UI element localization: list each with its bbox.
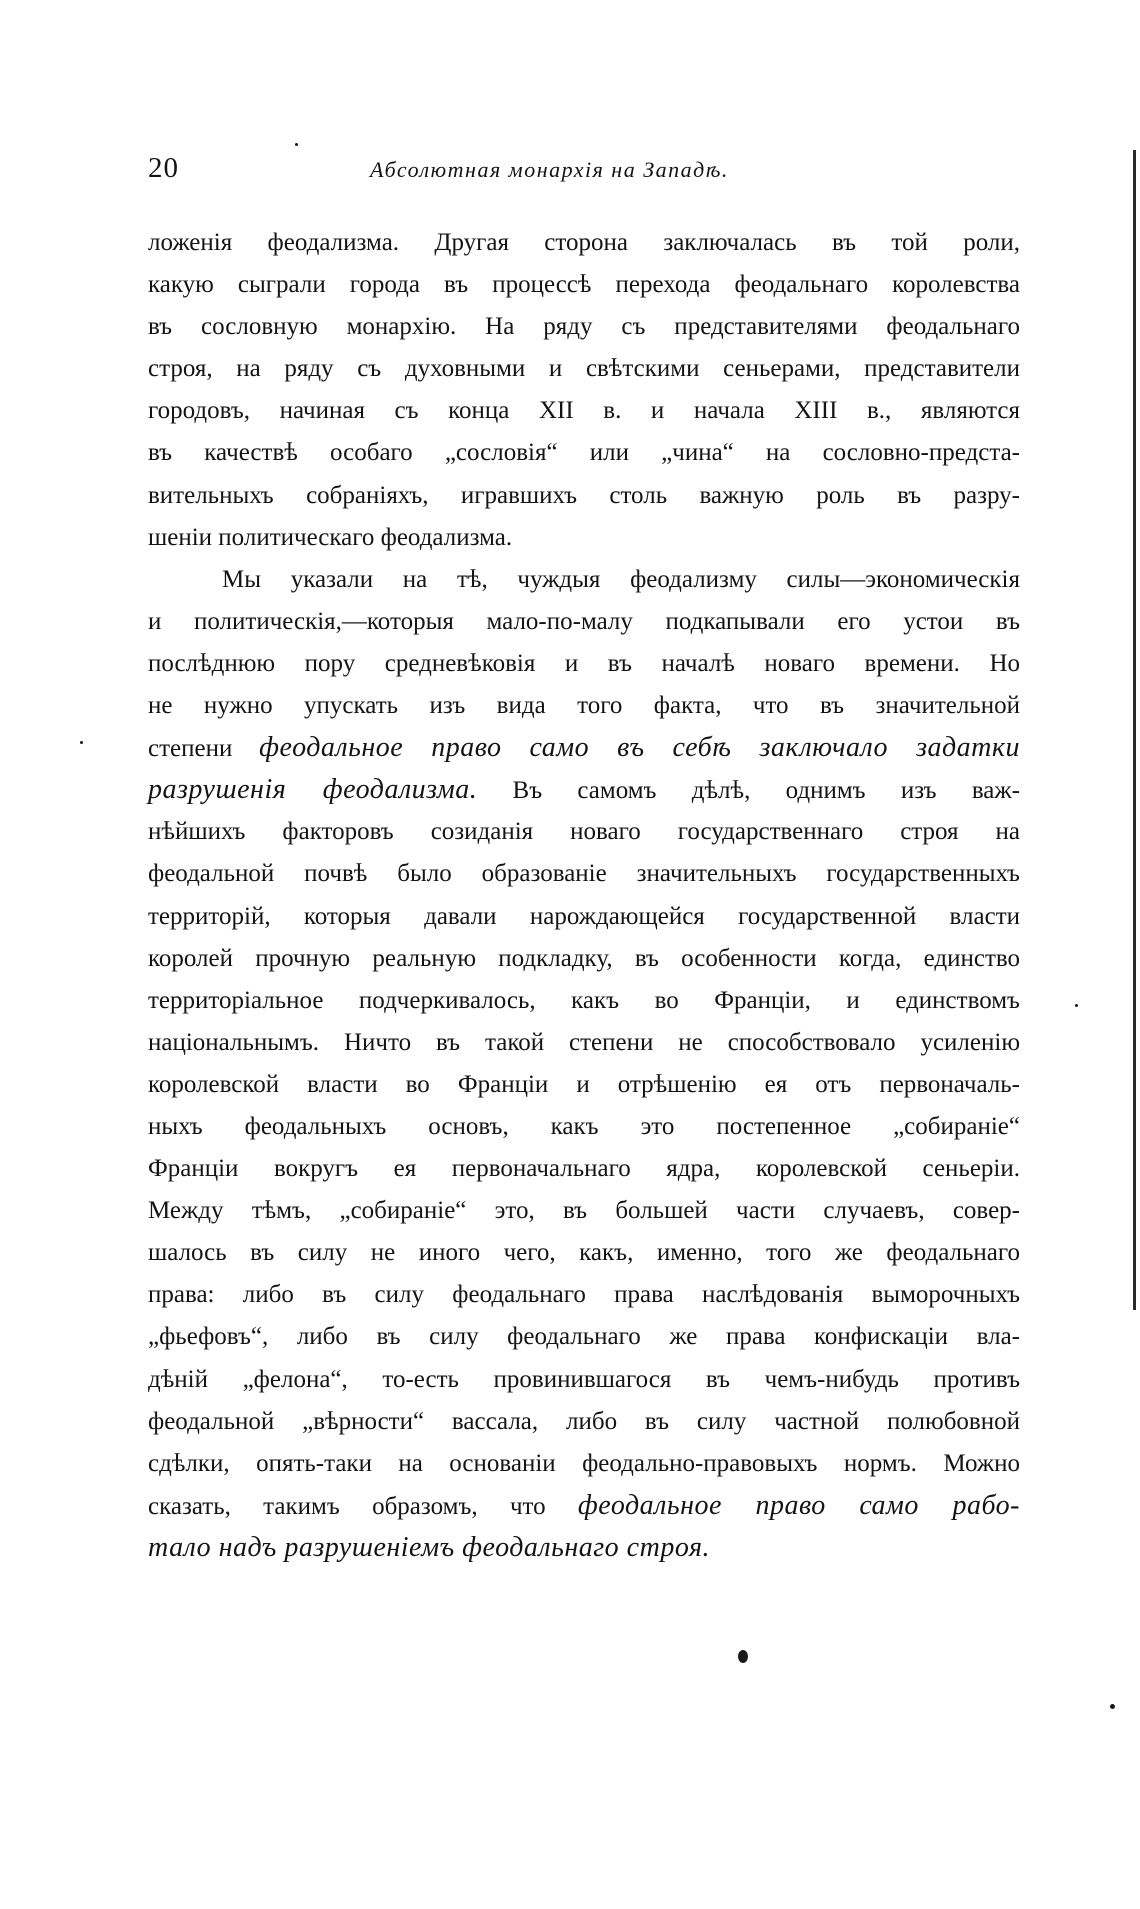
text-segment: какую сыграли города въ процессѣ перехода феодальнаго королевства	[148, 271, 1020, 299]
page-number: 20	[148, 152, 179, 184]
emphasized-text: феодальное право само рабо-	[577, 1489, 1020, 1521]
text-segment: Мы указали на тѣ, чуждыя феодализму силы—экономическія	[222, 565, 1020, 593]
text-segment: ныхъ феодальныхъ основъ, какъ это постепенное „собираніе“	[148, 1112, 1020, 1140]
text-line	[148, 685, 1020, 727]
text-line	[148, 1148, 1020, 1190]
text-segment: феодальной почвѣ было образованіе значительныхъ государственныхъ	[148, 860, 1020, 888]
text-line	[148, 601, 1020, 643]
text-line	[148, 1485, 1020, 1527]
text-line	[148, 896, 1020, 938]
text-line	[148, 1190, 1020, 1232]
text-segment: шеніи политическаго феодализма.	[148, 523, 513, 551]
text-segment: сказать, такимъ образомъ, что	[148, 1492, 578, 1520]
text-line	[148, 643, 1020, 685]
text-segment: послѣднюю пору средневѣковія и въ началѣ новаго времени. Но	[148, 649, 1020, 677]
text-segment: въ качествѣ особаго „сословія“ или „чина“ на сословно-предста-	[148, 439, 1020, 467]
emphasized-text: тало надъ разрушеніемъ феодальнаго строя.	[148, 1531, 710, 1563]
text-line	[148, 1401, 1020, 1443]
text-segment: не нужно упускать изъ вида того факта, что въ значительной	[148, 692, 1020, 720]
ink-speck	[738, 1650, 748, 1663]
text-line	[148, 1316, 1020, 1358]
text-line	[148, 432, 1020, 474]
text-line	[148, 1232, 1020, 1274]
text-line	[148, 769, 1020, 811]
text-segment: права: либо въ силу феодальнаго права наслѣдованія выморочныхъ	[148, 1281, 1020, 1309]
page-edge-line	[1133, 150, 1136, 1310]
text-line	[148, 222, 1020, 264]
text-segment: и политическія,—которыя мало-по-малу подкапывали его устои въ	[148, 607, 1020, 635]
running-title: Абсолютная монархія на Западѣ.	[370, 157, 729, 182]
body-text	[148, 222, 1020, 1569]
text-segment: нѣйшихъ факторовъ созиданія новаго государственнаго строя на	[148, 818, 1020, 846]
text-line	[148, 1443, 1020, 1485]
ink-speck	[1075, 1004, 1078, 1007]
ink-speck	[295, 143, 298, 146]
text-line	[148, 348, 1020, 390]
text-segment: королей прочную реальную подкладку, въ особенности когда, единство	[148, 944, 1020, 972]
text-segment: вительныхъ собраніяхъ, игравшихъ столь важную роль въ разру-	[148, 481, 1020, 509]
text-segment: національнымъ. Ничто въ такой степени не способствовало усиленію	[148, 1028, 1020, 1056]
text-segment: городовъ, начиная съ конца XII в. и начала XIII в., являются	[148, 397, 1020, 425]
text-segment: степени	[148, 735, 260, 763]
text-segment: королевской власти во Франціи и отрѣшенію ея отъ первоначаль-	[148, 1070, 1020, 1098]
text-segment: ложенія феодализма. Другая сторона заключалась въ той роли,	[148, 229, 1020, 256]
text-segment: Между тѣмъ, „собираніе“ это, въ большей части случаевъ, совер-	[148, 1197, 1020, 1225]
text-line	[148, 390, 1020, 432]
ink-speck	[1110, 1704, 1115, 1709]
text-line	[148, 1274, 1020, 1316]
text-line	[148, 517, 1020, 559]
ink-speck	[80, 741, 83, 744]
text-line	[148, 559, 1020, 601]
text-line	[148, 1527, 1020, 1569]
text-segment: Въ самомъ дѣлѣ, однимъ изъ важ-	[477, 777, 1020, 805]
text-segment: Франціи вокругъ ея первоначальнаго ядра, королевской сеньеріи.	[148, 1155, 1020, 1183]
emphasized-text: феодальное право само въ себѣ заключало задатки	[259, 732, 1020, 764]
text-segment: территорій, которыя давали нарождающейся государственной власти	[148, 902, 1020, 930]
text-segment: строя, на ряду съ духовными и свѣтскими сеньерами, представители	[148, 355, 1020, 383]
text-line	[148, 853, 1020, 895]
text-line	[148, 811, 1020, 853]
text-segment: шалось въ силу не иного чего, какъ, именно, того же феодальнаго	[148, 1239, 1020, 1267]
text-line	[148, 1022, 1020, 1064]
running-head	[148, 152, 1018, 192]
text-segment: „фьефовъ“, либо въ силу феодальнаго же права конфискаціи вла-	[148, 1323, 1020, 1351]
text-line	[148, 1064, 1020, 1106]
text-line	[148, 264, 1020, 306]
text-line	[148, 1359, 1020, 1401]
text-line	[148, 1106, 1020, 1148]
text-line	[148, 727, 1020, 769]
text-segment: территоріальное подчеркивалось, какъ во Франціи, и единствомъ	[148, 986, 1020, 1014]
emphasized-text: разрушенія феодализма.	[148, 774, 478, 806]
text-segment: феодальной „вѣрности“ вассала, либо въ силу частной полюбовной	[148, 1407, 1020, 1435]
text-segment: сдѣлки, опять-таки на основаніи феодально-правовыхъ нормъ. Можно	[148, 1449, 1020, 1477]
text-line	[148, 938, 1020, 980]
text-line	[148, 306, 1020, 348]
text-line	[148, 980, 1020, 1022]
text-segment: дѣній „фелона“, то-есть провинившагося въ чемъ-нибудь противъ	[148, 1365, 1020, 1393]
text-line	[148, 475, 1020, 517]
text-segment: въ сословную монархію. На ряду съ представителями феодальнаго	[148, 313, 1020, 341]
